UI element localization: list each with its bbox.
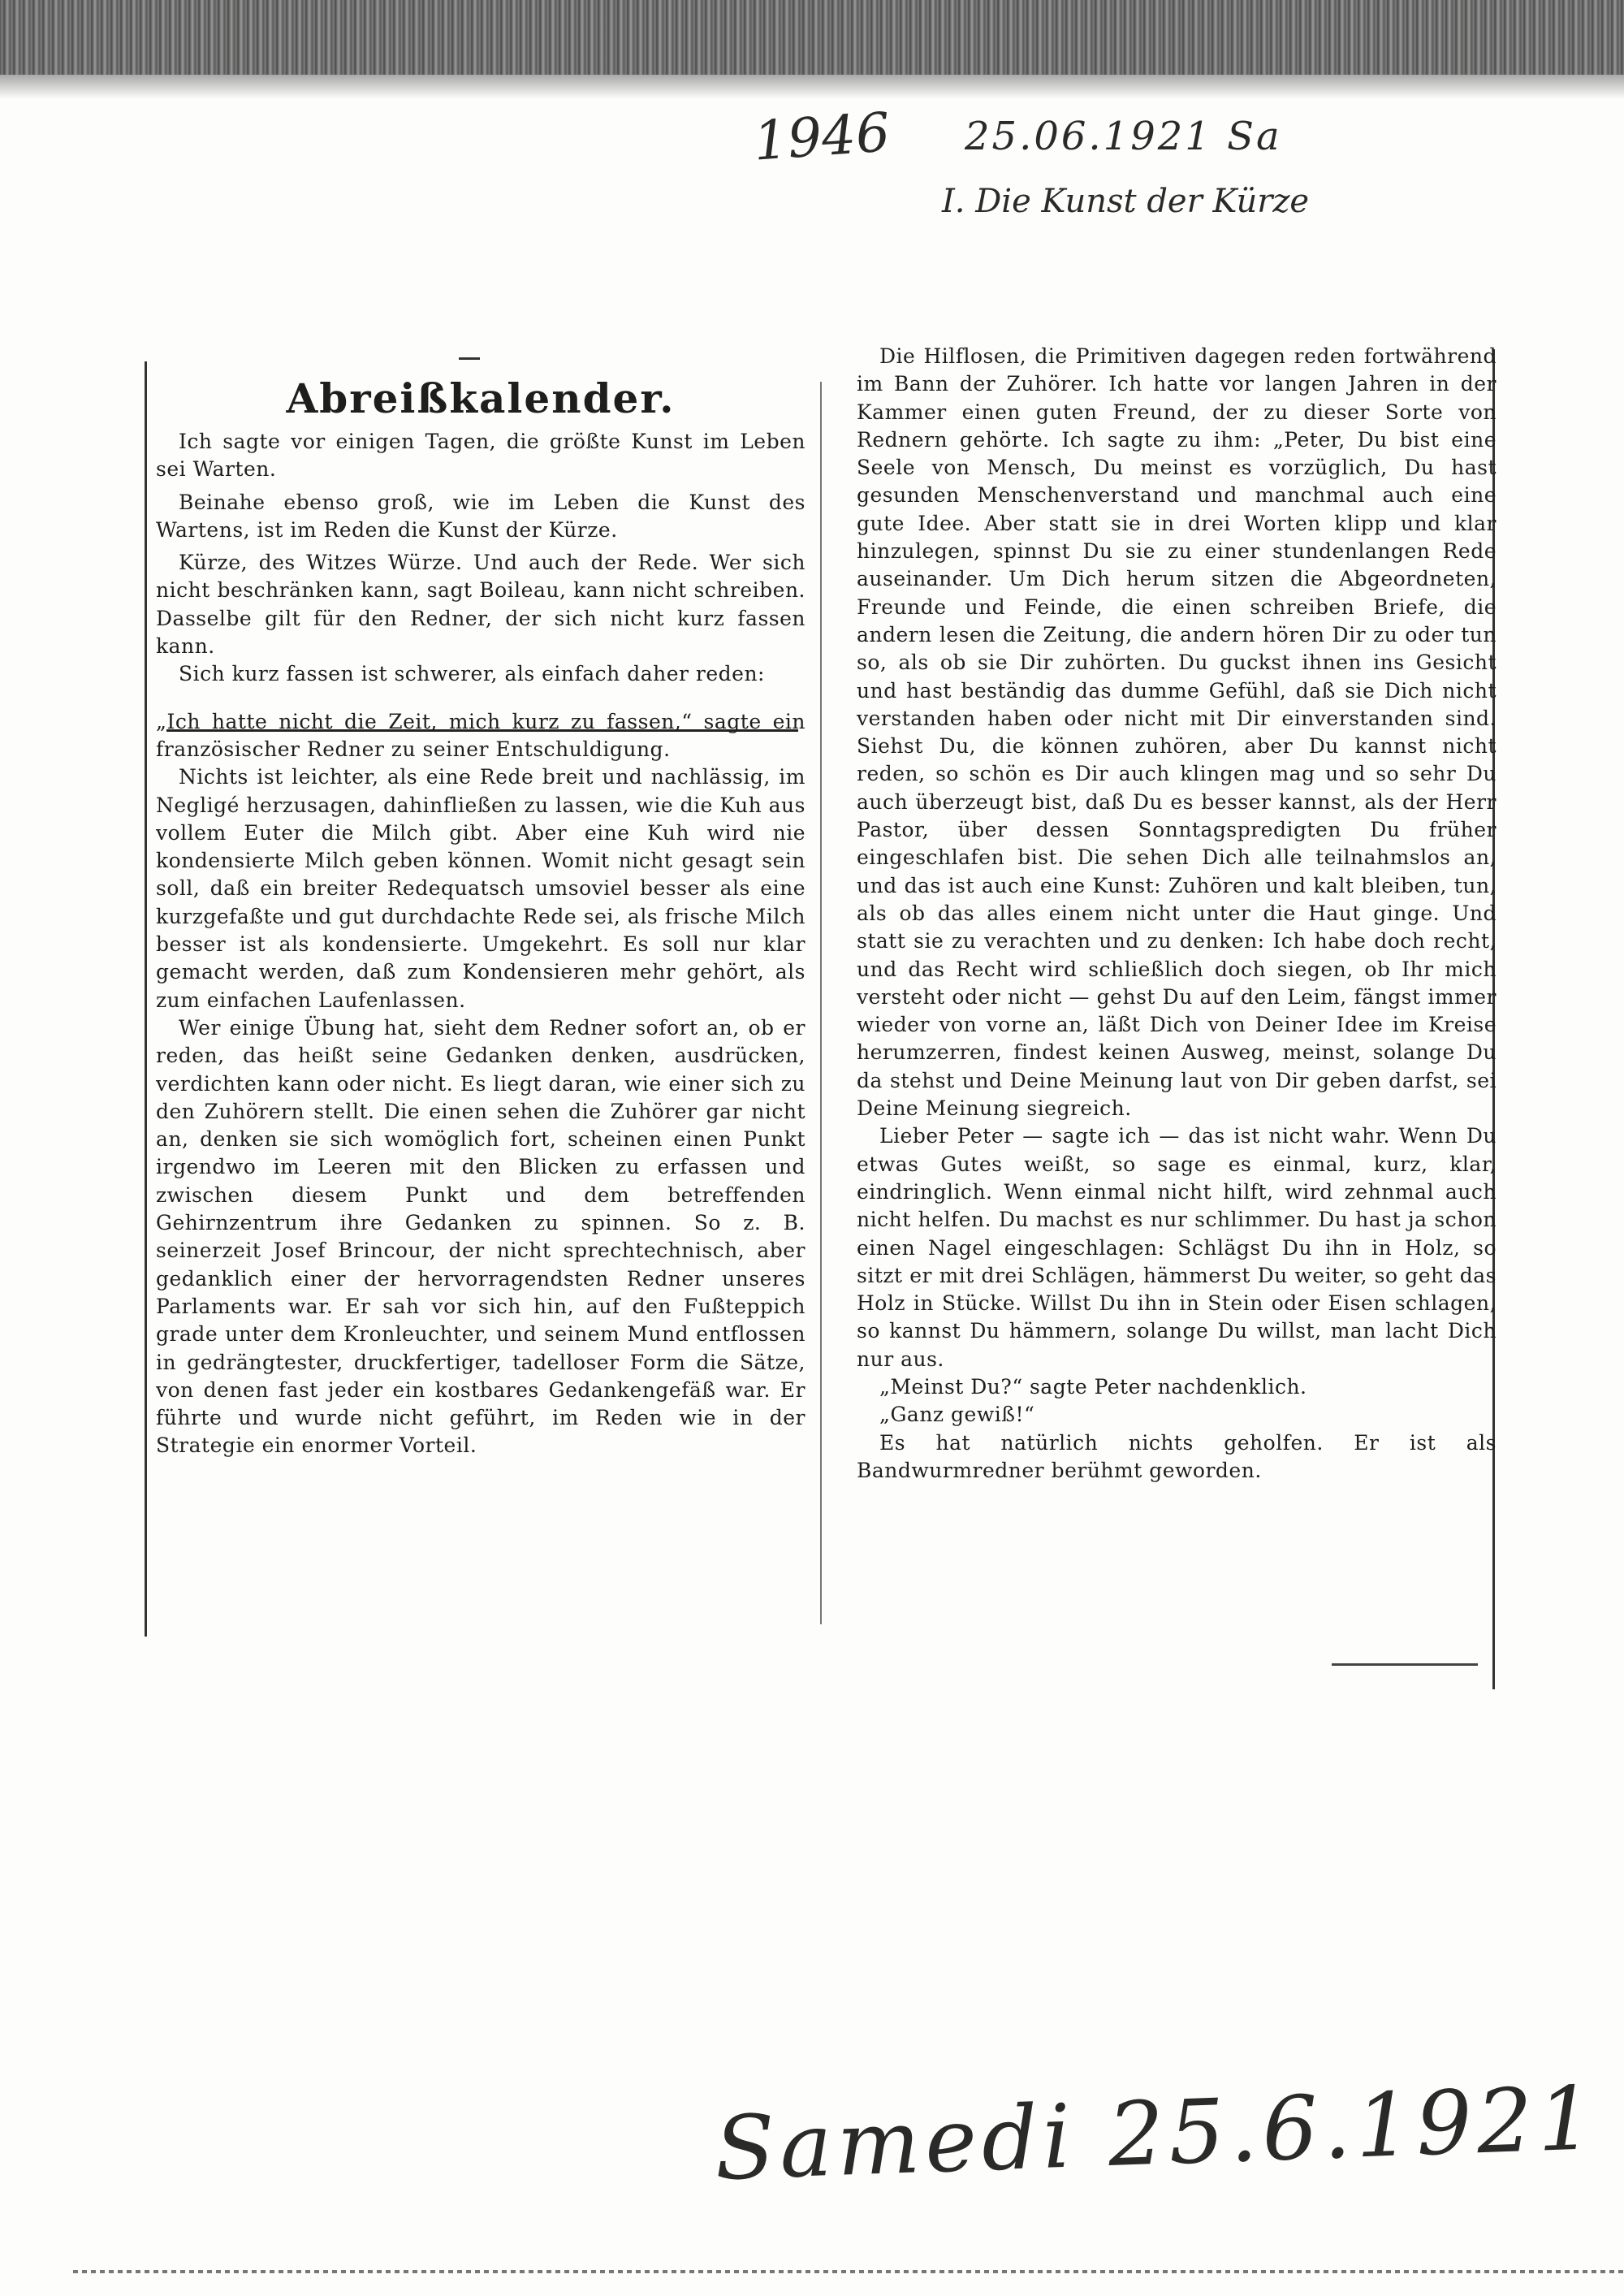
article-column-left xyxy=(156,370,806,1460)
end-rule xyxy=(1332,1663,1478,1666)
column-divider xyxy=(820,382,822,1624)
article-column-right xyxy=(857,343,1497,1485)
scan-edge-bottom xyxy=(73,2270,1624,2273)
handwritten-archive-number: 1946 xyxy=(751,101,892,173)
article-paragraph: Lieber Peter — sagte ich — das ist nicht wahr. Wenn Du etwas Gutes weißt, so sage es einmal, kurz, klar, eindringlich. Wenn einmal nicht hilft, wird zehnmal auch nicht helfen. Du machst es nur schlimmer. Du hast ja schon einen Nagel eingeschlagen: Schlägst Du ihn in Holz, so sitzt er mit drei Schlägen, hämmerst Du weiter, so geht das Holz in Stücke. Willst Du ihn in Stein oder Eisen schlagen, so kannst Du hämmern, solange Du willst, man lacht Dich nur aus. xyxy=(857,1124,1497,1371)
article-paragraph: Sich kurz fassen ist schwerer, als einfach daher reden: xyxy=(179,662,765,686)
section-gap xyxy=(156,689,806,708)
article-paragraph: Nichts ist leichter, als eine Rede breit und nachlässig, im Negligé herzusagen, dahinfließen zu lassen, wie die Kuh aus vollem Euter die Milch gibt. Aber eine Kuh wird nie kondensierte Milch geben können. Womit nicht gesagt sein soll, daß ein breiter Redequatsch umsoviel besser als eine kurzgefaßte und gut durchdachte Rede sei, als frische Milch besser ist als kondensierte. Umgekehrt. Es soll nur klar gemacht werden, daß zum Kondensieren mehr gehört, als zum einfachen Laufenlassen. xyxy=(156,765,806,1012)
article-paragraph: Die Hilflosen, die Primitiven dagegen reden fortwährend im Bann der Zuhörer. Ich hatte vor langen Jahren in der Kammer einen guten Freund, der zu dieser Sorte von Rednern gehörte. Ich sagte zu ihm: „Peter, Du bist eine Seele von Mensch, Du meinst es vorzüglich, Du hast gesunden Menschenverstand und manchmal auch eine gute Idee. Aber statt sie in drei Worten klipp und klar hinzulegen, spinnst Du sie zu einer stundenlangen Rede auseinander. Um Dich herum sitzen die Abgeordneten, Freunde und Feinde, die einen schreiben Briefe, die andern lesen die Zeitung, die andern hören Dir zu oder tun so, als ob sie Dir zuhörten. Du guckst ihnen ins Gesicht und hast beständig das dumme Gefühl, daß sie Dich nicht verstanden haben oder nicht mit Dir einverstanden sind. Siehst Du, die können zuhören, aber Du kannst nicht reden, so schön es Dir auch klingen mag und so sehr Du auch überzeugt bist, daß Du es besser kannst, als der Herr Pastor, über dessen Sonntagspredigten Du früher eingeschlafen bist. Die sehen Dich alle teilnahmslos an, und das ist auch eine Kunst: Zuhören und kalt bleiben, tun, als ob das alles einem nicht unter die Haut ginge. Und statt sie zu verachten und zu denken: Ich habe doch recht, und das Recht wird schließlich doch siegen, ob Ihr mich versteht oder nicht — gehst Du auf den Leim, fängst immer wieder von vorne an, läßt Dich von Deiner Idee im Kreise herumzerren, findest keinen Ausweg, meinst, solange Du da stehst und Deine Meinung laut von Dir geben darfst, sei Deine Meinung siegreich. xyxy=(857,344,1497,1121)
article-paragraph: „Ich hatte nicht die Zeit, mich kurz zu fassen,“ sagte ein französischer Redner zu seiner Entschuldigung. xyxy=(156,709,806,761)
handwritten-date: 25.06.1921 Sa xyxy=(965,114,1282,159)
article-paragraph: Kürze, des Witzes Würze. Und auch der Rede. Wer sich nicht beschränken kann, sagt Boileau, kann nicht schreiben. Dasselbe gilt für den Redner, der sich nicht kurz fassen kann. xyxy=(156,551,806,659)
handwritten-title-note: I. Die Kunst der Kürze xyxy=(942,183,1310,220)
article-paragraph: „Meinst Du?“ sagte Peter nachdenklich. xyxy=(879,1374,1307,1399)
article-paragraph: Es hat natürlich nichts geholfen. Er ist als Bandwurmredner berühmt geworden. xyxy=(857,1430,1497,1482)
article-paragraph: Ich sagte vor einigen Tagen, die größte Kunst im Leben sei Warten. xyxy=(156,430,806,482)
left-column-rule xyxy=(145,361,147,1637)
article-paragraph: Wer einige Übung hat, sieht dem Redner sofort an, ob er reden, das heißt seine Gedanken denken, ausdrücken, verdichten kann oder nicht. Es liegt daran, wie einer sich zu den Zuhörern stellt. Die einen sehen die Zuhörer gar nicht an, denken sie sich womöglich fort, scheinen einen Punkt irgendwo im Leeren mit den Blicken zu erfassen und zwischen diesem Punkt und dem betreffenden Gehirnzentrum ihre Gedanken zu spinnen. So z. B. seinerzeit Josef Brincour, der nicht sprechtechnisch, aber gedanklich einer der hervorragendsten Redner unseres Parlaments war. Er sah vor sich hin, auf den Fußteppich grade unter dem Kronleuchter, und seinem Mund entflossen in gedrängtester, druckfertiger, tadelloser Form die Sätze, von denen fast jeder ein kostbares Gedankengefäß war. Er führte und wurde nicht geführt, im Reden wie in der Strategie ein enormer Vorteil. xyxy=(156,1015,806,1458)
handwritten-bottom-date: Samedi 25.6.1921 xyxy=(713,2068,1600,2200)
header-dash xyxy=(459,357,480,360)
article-headline: Abreißkalender. xyxy=(286,374,676,422)
article-paragraph: „Ganz gewiß!“ xyxy=(879,1403,1035,1427)
article-paragraph: Beinahe ebenso groß, wie im Leben die Kunst des Wartens, ist im Reden die Kunst der Kürze. xyxy=(156,490,806,542)
scan-edge-top xyxy=(0,0,1624,75)
